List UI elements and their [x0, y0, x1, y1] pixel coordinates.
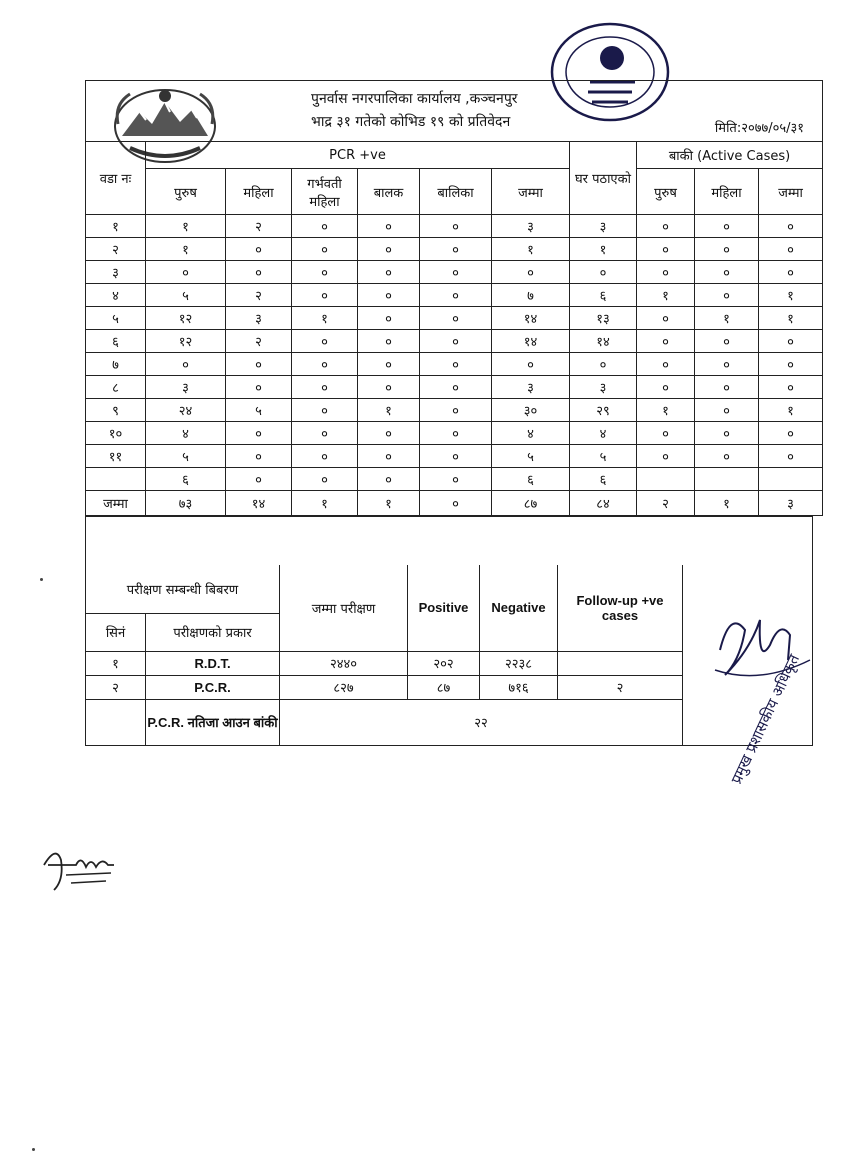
pcr-pending-label: P.C.R. नतिजा आउन बांकी	[146, 699, 280, 745]
ward-cell: ०	[420, 284, 492, 307]
ward-cell: ०	[292, 330, 358, 353]
ward-cell: ०	[292, 215, 358, 238]
ward-cell: २	[226, 284, 292, 307]
ward-cell: ०	[637, 215, 695, 238]
ward-cell: ०	[358, 307, 420, 330]
ward-cell: ०	[358, 468, 420, 491]
ward-row	[86, 353, 823, 376]
ward-cell: ०	[358, 353, 420, 376]
ward-cell: ०	[637, 353, 695, 376]
ward-cell: ०	[570, 261, 637, 284]
col-total: जम्मा	[492, 169, 570, 215]
ward-cell: ०	[420, 307, 492, 330]
active-cases-header: बाकी (Active Cases)	[637, 142, 823, 169]
ward-cell: ०	[420, 238, 492, 261]
ward-cell: १	[292, 307, 358, 330]
test-type-header: परीक्षणको प्रकार	[146, 613, 280, 651]
pcr-pending-value: २२	[280, 699, 683, 745]
ward-cell: ०	[637, 261, 695, 284]
ward-cell: ०	[292, 468, 358, 491]
ward-cell: ०	[292, 284, 358, 307]
ward-cell: ५	[570, 445, 637, 468]
test-positive: ८७	[408, 675, 480, 699]
test-type: P.C.R.	[146, 675, 280, 699]
ward-cell: ४	[570, 422, 637, 445]
report-title: भाद्र ३१ गतेको कोभिड १९ को प्रतिवेदन	[311, 114, 511, 130]
ward-cell	[86, 468, 146, 491]
ward-cell: ५	[146, 445, 226, 468]
ward-cell: ०	[420, 376, 492, 399]
ward-cell: ४	[492, 422, 570, 445]
total-cell: जम्मा	[86, 491, 146, 516]
ward-cell: ०	[695, 284, 759, 307]
ward-row	[86, 284, 823, 307]
testing-section-label: परीक्षण सम्बन्धी बिबरण	[86, 565, 280, 613]
ward-cell: ०	[358, 330, 420, 353]
ward-cell: १२	[146, 330, 226, 353]
sn-header: सिनं	[86, 613, 146, 651]
ward-cell: ०	[695, 330, 759, 353]
ward-cell: ३	[570, 376, 637, 399]
ward-cell: १०	[86, 422, 146, 445]
ward-cell: ५	[146, 284, 226, 307]
ward-cell: ०	[226, 238, 292, 261]
ward-cell: ०	[420, 215, 492, 238]
test-negative: २२३८	[480, 651, 558, 675]
ward-row	[86, 422, 823, 445]
ward-cell: ०	[420, 330, 492, 353]
test-negative: ७१६	[480, 675, 558, 699]
ward-cell: ०	[695, 445, 759, 468]
ward-cell: १४	[492, 330, 570, 353]
ward-cell: २	[86, 238, 146, 261]
total-cell: ८७	[492, 491, 570, 516]
ward-cell: ०	[226, 353, 292, 376]
ward-cell: ०	[292, 376, 358, 399]
total-cell: ०	[420, 491, 492, 516]
ward-cell: ०	[759, 215, 823, 238]
col-girl: बालिका	[420, 169, 492, 215]
followup-header: Follow-up +ve cases	[558, 565, 683, 651]
test-positive: २०२	[408, 651, 480, 675]
ward-cell: ०	[420, 399, 492, 422]
ward-cell: ३	[146, 376, 226, 399]
ward-cell: १	[86, 215, 146, 238]
ward-cell: ५	[492, 445, 570, 468]
ward-cell: ०	[695, 238, 759, 261]
ward-cell: ०	[759, 422, 823, 445]
report-header	[86, 81, 823, 142]
ward-cell: ०	[146, 353, 226, 376]
total-cell: १	[358, 491, 420, 516]
handwritten-signature-icon	[36, 835, 118, 897]
total-cell: १	[695, 491, 759, 516]
col-female: महिला	[226, 169, 292, 215]
ward-cell: ०	[695, 353, 759, 376]
col-pregnant: गर्भवती महिला	[292, 169, 358, 215]
col-male: पुरुष	[146, 169, 226, 215]
ward-cell: ०	[226, 261, 292, 284]
ward-cell: ०	[292, 422, 358, 445]
ward-cell: १	[695, 307, 759, 330]
ward-cell: १	[759, 307, 823, 330]
ward-cell: ०	[146, 261, 226, 284]
ward-cell: ३	[226, 307, 292, 330]
ward-cell: ८	[86, 376, 146, 399]
ward-cell: ०	[226, 445, 292, 468]
col-active-female: महिला	[695, 169, 759, 215]
ward-cell: ३	[86, 261, 146, 284]
ward-cell: ०	[492, 261, 570, 284]
ward-cell: ०	[358, 284, 420, 307]
ward-cell	[637, 468, 695, 491]
ward-cell: ९	[86, 399, 146, 422]
ward-cell	[759, 468, 823, 491]
ward-row	[86, 330, 823, 353]
ward-cell: ०	[695, 261, 759, 284]
ward-cell: १	[358, 399, 420, 422]
ward-cell: ०	[226, 376, 292, 399]
ward-cell: ०	[759, 238, 823, 261]
ward-cell: ४	[146, 422, 226, 445]
ward-cell: ०	[759, 445, 823, 468]
ward-cell: ०	[492, 353, 570, 376]
ward-cell: ०	[358, 238, 420, 261]
ward-cell: ०	[358, 445, 420, 468]
ward-cell: ०	[695, 215, 759, 238]
total-cell: ७३	[146, 491, 226, 516]
ward-cell: १४	[492, 307, 570, 330]
scan-speck	[40, 578, 43, 581]
ward-cell: ०	[292, 238, 358, 261]
ward-cell: १	[146, 238, 226, 261]
ward-cell: १	[492, 238, 570, 261]
ward-cell: ०	[759, 376, 823, 399]
ward-row	[86, 468, 823, 491]
ward-cell: ०	[292, 261, 358, 284]
total-cell: १४	[226, 491, 292, 516]
ward-cell: २४	[146, 399, 226, 422]
ward-row	[86, 399, 823, 422]
ward-cell: १	[146, 215, 226, 238]
ward-cell: १	[637, 399, 695, 422]
ward-cell: ६	[146, 468, 226, 491]
ward-cell: २	[226, 215, 292, 238]
col-active-total: जम्मा	[759, 169, 823, 215]
ward-row	[86, 376, 823, 399]
test-total: ८२७	[280, 675, 408, 699]
ward-cell: ३	[492, 376, 570, 399]
total-cell: ३	[759, 491, 823, 516]
ward-row	[86, 307, 823, 330]
ward-row	[86, 445, 823, 468]
ward-cell: ३	[570, 215, 637, 238]
ward-cell: ६	[570, 468, 637, 491]
test-followup: २	[558, 675, 683, 699]
ward-cell: १	[637, 284, 695, 307]
ward-cell: ७	[492, 284, 570, 307]
ward-cell: ०	[759, 330, 823, 353]
ward-cell: ०	[420, 261, 492, 284]
ward-row	[86, 238, 823, 261]
pending-sn	[86, 699, 146, 745]
col-boy: बालक	[358, 169, 420, 215]
total-tests-header: जम्मा परीक्षण	[280, 565, 408, 651]
ward-cell: ०	[358, 215, 420, 238]
ward-cell: ०	[292, 353, 358, 376]
covid-cases-table	[85, 80, 823, 516]
test-type: R.D.T.	[146, 651, 280, 675]
officer-signature-icon	[700, 590, 830, 790]
total-cell: १	[292, 491, 358, 516]
ward-cell: ०	[637, 307, 695, 330]
officer-title: प्रमुख प्रशासकीय अधिकृत	[727, 651, 804, 787]
ward-cell: ३०	[492, 399, 570, 422]
scan-speck	[32, 1148, 35, 1151]
col-active-male: पुरुष	[637, 169, 695, 215]
ward-cell: ०	[759, 261, 823, 284]
report-date: मिति:२०७७/०५/३१	[714, 121, 805, 136]
ward-cell: ११	[86, 445, 146, 468]
ward-cell: ०	[695, 399, 759, 422]
pcr-positive-header: PCR +ve	[146, 142, 570, 169]
ward-cell: ०	[292, 445, 358, 468]
ward-cell: ०	[420, 353, 492, 376]
ward-cell: ५	[86, 307, 146, 330]
ward-cell: ०	[420, 445, 492, 468]
ward-row	[86, 261, 823, 284]
ward-cell: १	[759, 284, 823, 307]
office-name: पुनर्वास नगरपालिका कार्यालय ,कञ्चनपुर	[311, 91, 518, 107]
ward-cell: १	[570, 238, 637, 261]
ward-cell: ०	[358, 422, 420, 445]
ward-cell: ०	[637, 422, 695, 445]
test-sn: १	[86, 651, 146, 675]
ward-cell: १	[759, 399, 823, 422]
ward-cell: ७	[86, 353, 146, 376]
ward-cell: ०	[759, 353, 823, 376]
ward-cell: ०	[637, 238, 695, 261]
ward-cell: ०	[420, 422, 492, 445]
ward-cell: ०	[226, 422, 292, 445]
ward-cell: ६	[86, 330, 146, 353]
ward-cell: ०	[358, 261, 420, 284]
ward-cell	[695, 468, 759, 491]
ward-cell: ०	[570, 353, 637, 376]
ward-row	[86, 215, 823, 238]
ward-cell: ५	[226, 399, 292, 422]
ward-cell: ०	[292, 399, 358, 422]
negative-header: Negative	[480, 565, 558, 651]
ward-cell: ०	[358, 376, 420, 399]
ward-cell: १३	[570, 307, 637, 330]
test-total: २४४०	[280, 651, 408, 675]
ward-cell: ६	[492, 468, 570, 491]
ward-cell: ०	[420, 468, 492, 491]
ward-cell: ०	[637, 376, 695, 399]
ward-cell: ०	[695, 376, 759, 399]
total-cell: २	[637, 491, 695, 516]
ward-cell: ०	[695, 422, 759, 445]
ward-cell: ०	[637, 330, 695, 353]
ward-cell: १२	[146, 307, 226, 330]
ward-cell: १४	[570, 330, 637, 353]
sent-home-header: घर पठाएको	[570, 142, 637, 215]
total-cell: ८४	[570, 491, 637, 516]
ward-cell: २	[226, 330, 292, 353]
ward-cell: ०	[226, 468, 292, 491]
positive-header: Positive	[408, 565, 480, 651]
spacer	[86, 517, 813, 566]
ward-header: वडा नः	[86, 142, 146, 215]
ward-cell: ४	[86, 284, 146, 307]
test-sn: २	[86, 675, 146, 699]
ward-cell: ०	[637, 445, 695, 468]
ward-cell: ६	[570, 284, 637, 307]
test-followup	[558, 651, 683, 675]
ward-cell: ३	[492, 215, 570, 238]
ward-cell: २९	[570, 399, 637, 422]
